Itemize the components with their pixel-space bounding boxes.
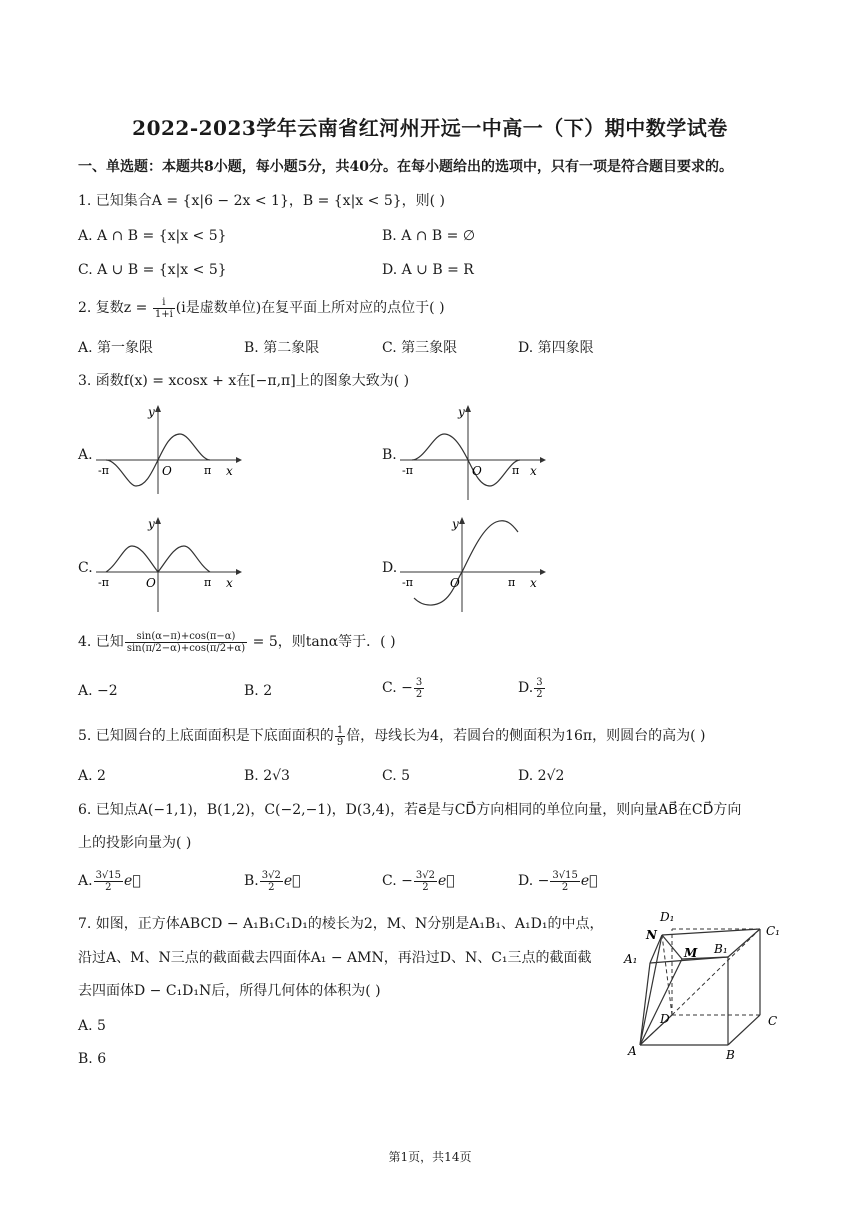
label-c: C bbox=[768, 1014, 778, 1028]
q1-option-b: B. A ∩ B = ∅ bbox=[382, 228, 476, 244]
label-a: A bbox=[628, 1044, 637, 1058]
label-d: D bbox=[660, 1012, 670, 1026]
origin-label: O bbox=[146, 576, 156, 590]
neg-pi-label: -π bbox=[402, 464, 413, 477]
label-n: N bbox=[646, 928, 657, 942]
q4-option-c: C. − $\frac{3}{2}$ bbox=[382, 676, 423, 700]
q5-option-b: B. 2√3 bbox=[244, 768, 290, 784]
label-d1: D₁ bbox=[660, 910, 675, 924]
q1-option-a: A. A ∩ B = {x|x < 5} bbox=[78, 228, 227, 244]
x-axis-label: x bbox=[530, 576, 537, 590]
q2-option-d: D. 第四象限 bbox=[518, 340, 594, 356]
q3-option-a: A. bbox=[78, 447, 93, 463]
q1-option-c: C. A ∪ B = {x|x < 5} bbox=[78, 262, 227, 278]
q7-stem-line2: 沿过A、M、N三点的截面截去四面体A₁ − AMN，再沿过D、N、C₁三点的截面截 bbox=[78, 950, 592, 966]
q6-option-d: D. − $\frac{3√15}{2}$ e⃗ bbox=[518, 869, 598, 893]
x-axis-label: x bbox=[226, 576, 233, 590]
neg-pi-label: -π bbox=[98, 464, 109, 477]
pi-label: π bbox=[512, 464, 520, 477]
page-title: 2022-2023学年云南省红河州开远一中高一（下）期中数学试卷 bbox=[132, 116, 728, 140]
origin-label: O bbox=[472, 464, 482, 478]
q5-fraction: $\frac{1}{9}$ bbox=[336, 724, 344, 748]
q1-stem: 1. 已知集合A = {x|6 − 2x < 1}，B = {x|x < 5}，则( ) bbox=[78, 193, 446, 209]
q7-option-a: A. 5 bbox=[78, 1018, 106, 1034]
label-b1: B₁ bbox=[714, 942, 728, 956]
q4-option-a: A. −2 bbox=[78, 683, 118, 699]
label-b: B bbox=[726, 1048, 735, 1062]
neg-pi-label: -π bbox=[402, 576, 413, 589]
x-axis-label: x bbox=[530, 464, 537, 478]
q2-option-b: B. 第二象限 bbox=[244, 340, 320, 356]
q2-fraction: $\frac{i}{1+i}$ bbox=[154, 296, 173, 320]
label-a1: A₁ bbox=[624, 952, 638, 966]
q6-option-a: A. $\frac{3√15}{2}$ e⃗ bbox=[78, 869, 141, 893]
graph-a bbox=[96, 402, 246, 494]
q2-stem: 2. 复数z = $\frac{i}{1+i}$ (i是虚数单位)在复平面上所对应的点位于( ) bbox=[78, 296, 445, 320]
cube-figure bbox=[620, 905, 790, 1065]
pi-label: π bbox=[204, 464, 212, 477]
label-m: M bbox=[684, 946, 698, 960]
x-axis-label: x bbox=[226, 464, 233, 478]
graph-b bbox=[400, 402, 550, 502]
q4-fraction: $\frac{\sin(\alpha-\pi)+\cos(\pi-\alpha)}{\sin(\pi/2-\alpha)+\cos(\pi/2+\alpha)}$ bbox=[126, 630, 246, 654]
y-axis-label: y bbox=[458, 405, 465, 419]
y-axis-label: y bbox=[452, 517, 459, 531]
origin-label: O bbox=[450, 576, 460, 590]
q4-option-d: D. $\frac{3}{2}$ bbox=[518, 676, 543, 700]
q6-stem-line1: 6. 已知点A(−1,1)，B(1,2)，C(−2,−1)，D(3,4)，若e⃗是与CD⃗方向相同的单位向量，则向量AB⃗在CD⃗方向 bbox=[78, 802, 742, 818]
origin-label: O bbox=[162, 464, 172, 478]
y-axis-label: y bbox=[148, 405, 155, 419]
y-axis-label: y bbox=[148, 517, 155, 531]
q1-option-d: D. A ∪ B = R bbox=[382, 262, 474, 278]
page-footer: 第1页，共14页 bbox=[388, 1150, 472, 1164]
graph-d bbox=[400, 514, 550, 614]
q3-option-c: C. bbox=[78, 560, 93, 576]
q3-stem: 3. 函数f(x) = xcosx + x在[−π,π]上的图象大致为( ) bbox=[78, 373, 410, 389]
pi-label: π bbox=[508, 576, 516, 589]
q5-stem: 5. 已知圆台的上底面面积是下底面面积的 $\frac{1}{9}$ 倍，母线长为4，若圆台的侧面积为16π，则圆台的高为( ) bbox=[78, 724, 706, 748]
q3-option-b: B. bbox=[382, 447, 397, 463]
q5-option-c: C. 5 bbox=[382, 768, 411, 784]
label-c1: C₁ bbox=[766, 924, 780, 938]
q7-stem-line1: 7. 如图，正方体ABCD − A₁B₁C₁D₁的棱长为2，M、N分别是A₁B₁、A₁D₁的中点， bbox=[78, 916, 604, 932]
q6-stem-line2: 上的投影向量为( ) bbox=[78, 835, 192, 851]
q5-option-a: A. 2 bbox=[78, 768, 106, 784]
neg-pi-label: -π bbox=[98, 576, 109, 589]
q4-stem: 4. 已知 $\frac{\sin(\alpha-\pi)+\cos(\pi-\alpha)}{\sin(\pi/2-\alpha)+\cos(\pi/2+\alpha)}$ = 5，则tanα等于．( ) bbox=[78, 630, 396, 654]
q2-option-a: A. 第一象限 bbox=[78, 340, 154, 356]
q4-option-b: B. 2 bbox=[244, 683, 273, 699]
q3-option-d: D. bbox=[382, 560, 398, 576]
graph-c bbox=[96, 514, 246, 614]
q6-option-b: B. $\frac{3√2}{2}$ e⃗ bbox=[244, 869, 301, 893]
q6-option-c: C. − $\frac{3√2}{2}$ e⃗ bbox=[382, 869, 455, 893]
q7-stem-line3: 去四面体D − C₁D₁N后，所得几何体的体积为( ) bbox=[78, 983, 381, 999]
q5-option-d: D. 2√2 bbox=[518, 768, 565, 784]
q7-option-b: B. 6 bbox=[78, 1051, 107, 1067]
q2-option-c: C. 第三象限 bbox=[382, 340, 458, 356]
section-heading: 一、单选题：本题共8小题，每小题5分，共40分。在每小题给出的选项中，只有一项是符合题目要求的。 bbox=[78, 159, 733, 175]
pi-label: π bbox=[204, 576, 212, 589]
